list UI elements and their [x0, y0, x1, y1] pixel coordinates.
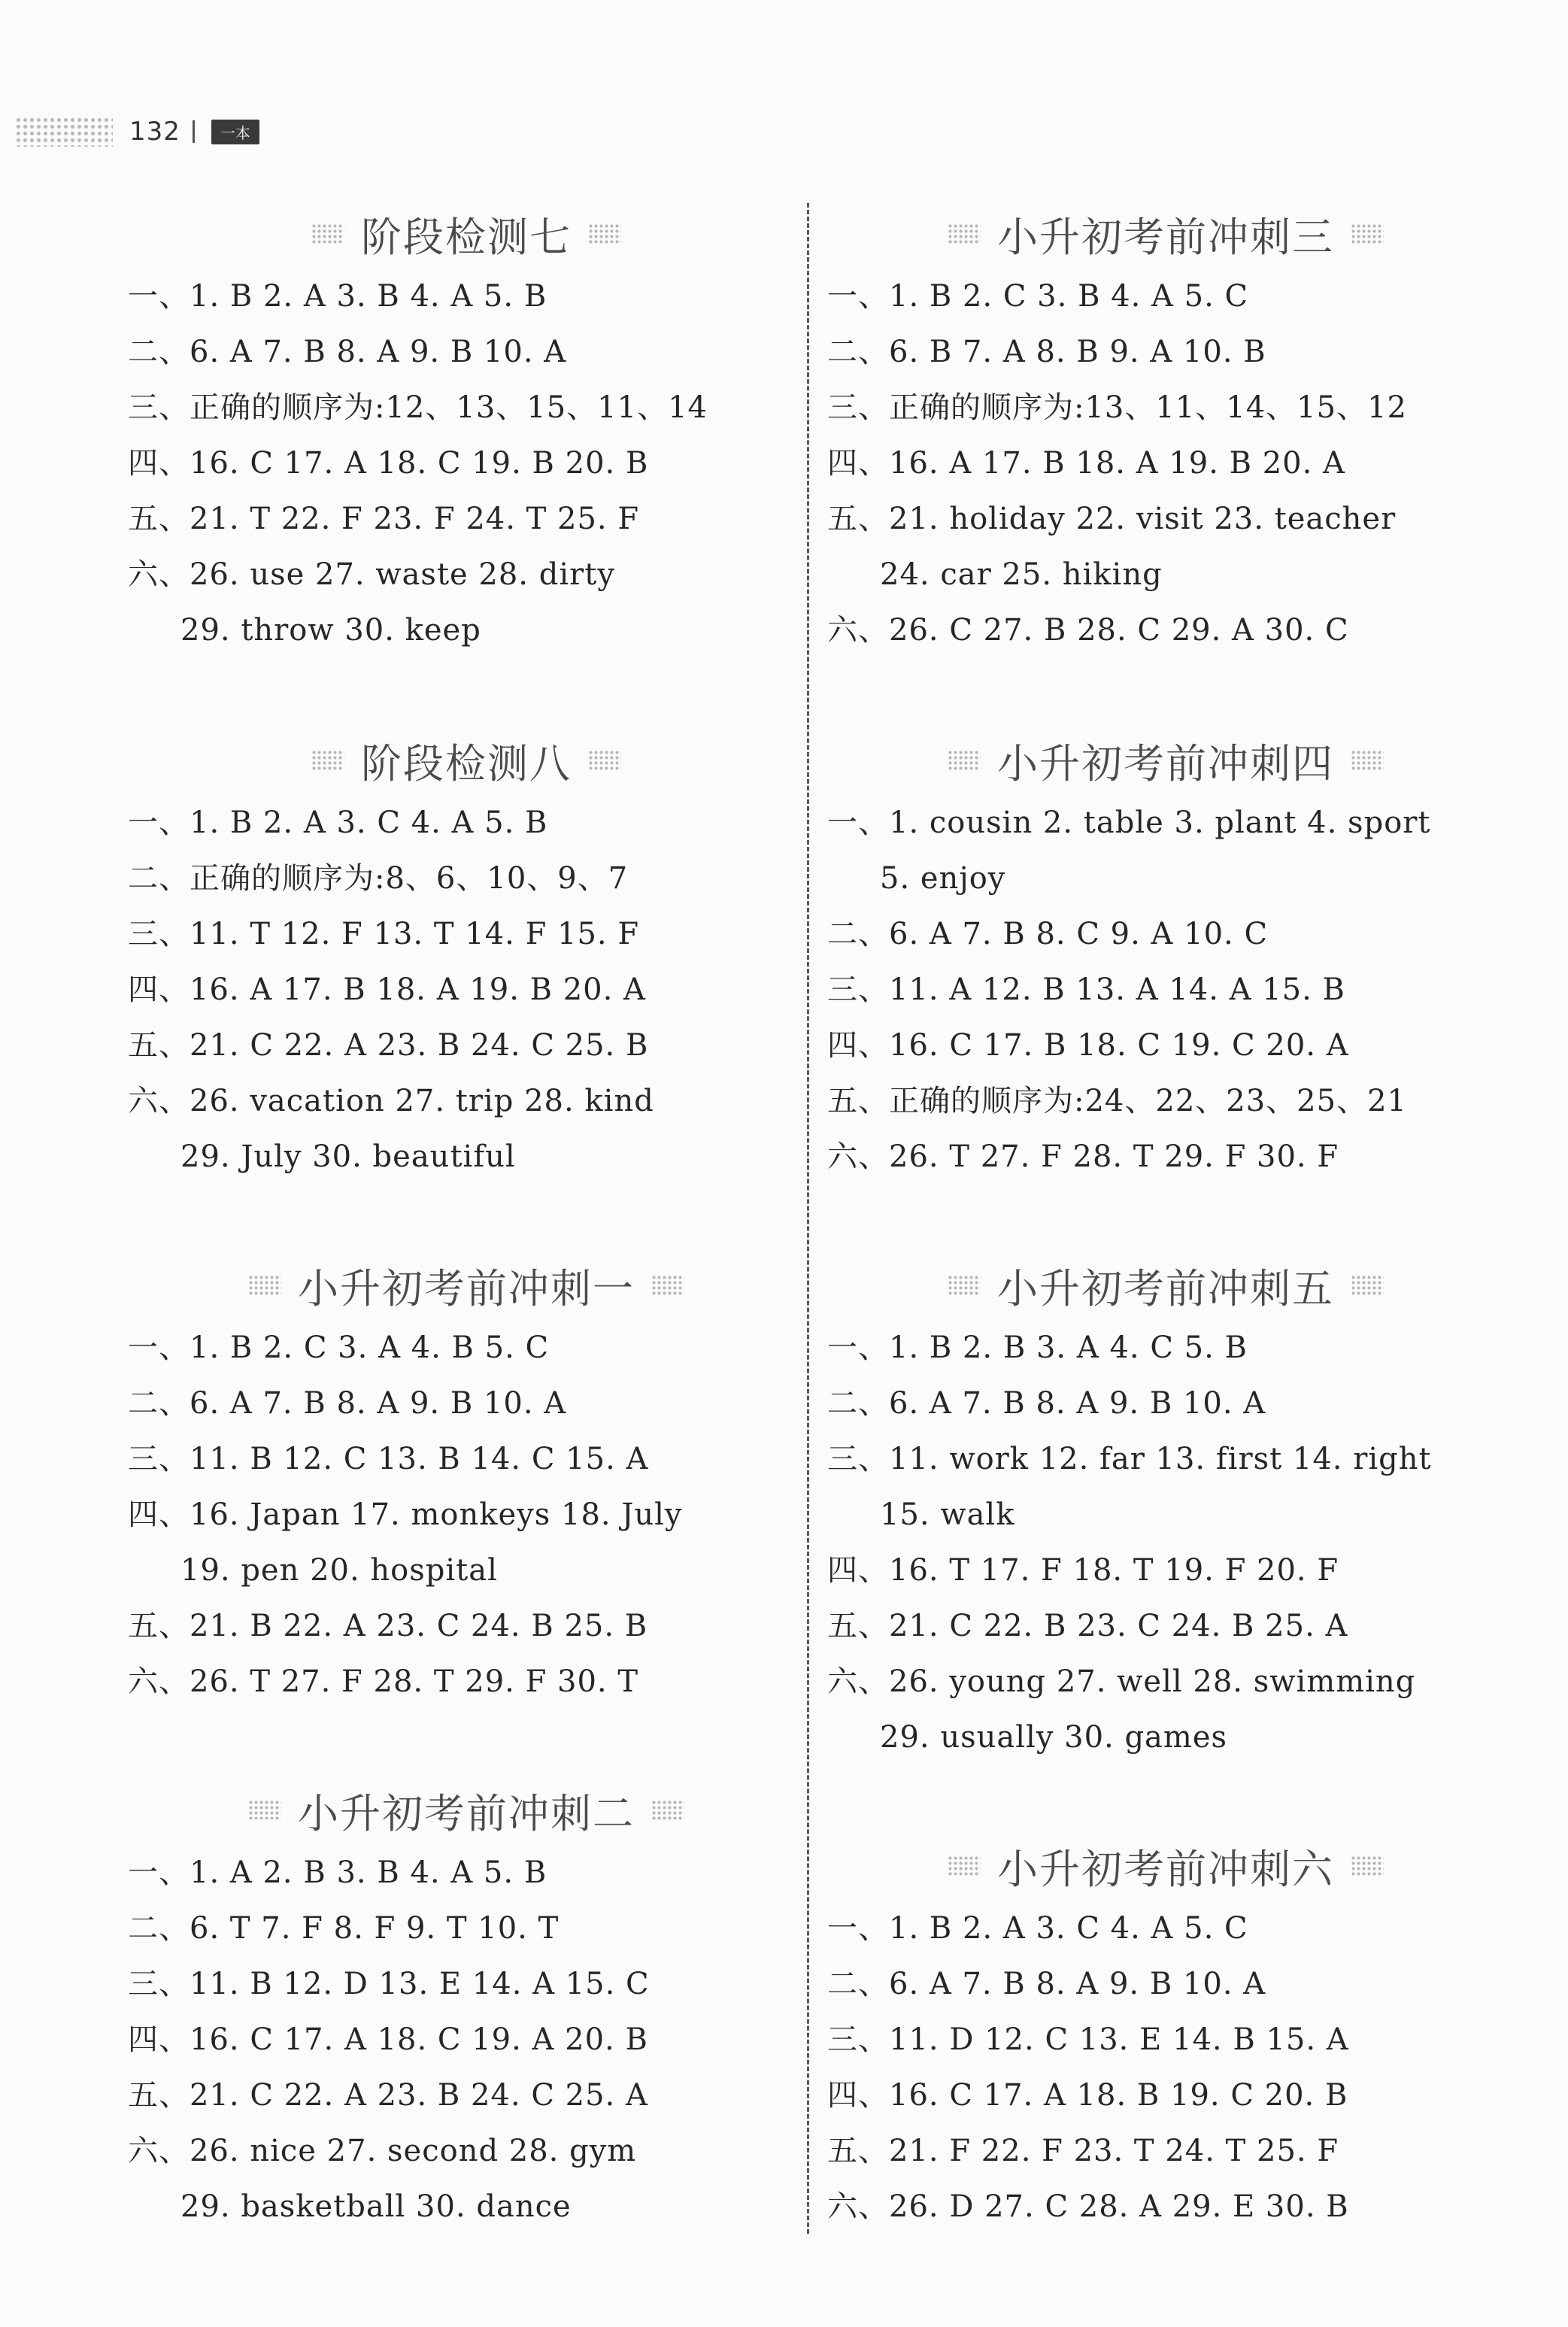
answer-lines — [128, 268, 805, 658]
section-title-text: 小升初考前冲刺三 — [997, 213, 1334, 261]
dot-decoration-icon — [948, 223, 981, 244]
section-title-text: 小升初考前冲刺六 — [997, 1845, 1334, 1893]
page-number: 132 — [129, 117, 180, 147]
answer-line: 二、6. B 7. A 8. B 9. A 10. B — [827, 335, 1266, 369]
answer-section — [827, 199, 1504, 658]
answer-line: 29. throw 30. keep — [180, 613, 481, 648]
answer-line: 19. pen 20. hospital — [180, 1553, 498, 1588]
answer-line: 四、16. C 17. B 18. C 19. C 20. A — [827, 1028, 1349, 1063]
section-title-text: 阶段检测七 — [361, 213, 572, 261]
answer-section — [128, 199, 805, 658]
brand-badge: 一本 — [211, 120, 259, 144]
dot-decoration-icon — [948, 1855, 981, 1876]
section-title-text: 小升初考前冲刺一 — [298, 1264, 635, 1312]
answer-lines — [128, 1845, 805, 2234]
dot-decoration-icon — [1351, 223, 1384, 244]
answer-line: 六、26. D 27. C 28. A 29. E 30. B — [827, 2189, 1349, 2224]
answer-section — [128, 726, 805, 1185]
answer-line: 二、6. A 7. B 8. C 9. A 10. C — [827, 917, 1269, 951]
dot-decoration-icon — [1351, 1855, 1384, 1876]
answer-section — [128, 1776, 805, 2234]
answer-line: 二、6. T 7. F 8. F 9. T 10. T — [128, 1911, 560, 1946]
section-title — [827, 1831, 1504, 1901]
answer-line: 三、正确的顺序为:12、13、15、11、14 — [128, 390, 708, 425]
dot-decoration-icon — [311, 223, 344, 244]
answer-line: 二、6. A 7. B 8. A 9. B 10. A — [128, 1386, 567, 1421]
answer-line: 二、6. A 7. B 8. A 9. B 10. A — [827, 1386, 1266, 1421]
answer-line: 五、21. F 22. F 23. T 24. T 25. F — [827, 2134, 1339, 2168]
answer-line: 一、1. B 2. B 3. A 4. C 5. B — [827, 1330, 1248, 1365]
dot-decoration-icon — [588, 750, 621, 771]
answer-line: 三、11. B 12. C 13. B 14. C 15. A — [128, 1442, 649, 1476]
answer-line: 一、1. cousin 2. table 3. plant 4. sport — [827, 806, 1431, 840]
answer-lines — [827, 1320, 1504, 1765]
answer-line: 三、11. D 12. C 13. E 14. B 15. A — [827, 2022, 1349, 2057]
answer-line: 15. walk — [880, 1497, 1015, 1532]
page-header — [15, 113, 259, 150]
answer-line: 四、16. C 17. A 18. C 19. B 20. B — [128, 446, 649, 481]
answer-line: 六、26. nice 27. second 28. gym — [128, 2134, 637, 2168]
answer-line: 三、11. work 12. far 13. first 14. right — [827, 1442, 1432, 1476]
dot-decoration-icon — [1351, 1275, 1384, 1296]
dot-decoration-icon — [248, 1275, 281, 1296]
answer-lines — [827, 1901, 1504, 2234]
dot-decoration-icon — [651, 1275, 684, 1296]
answer-line: 四、16. C 17. A 18. C 19. A 20. B — [128, 2022, 648, 2057]
answer-line: 三、11. A 12. B 13. A 14. A 15. B — [827, 972, 1345, 1007]
answer-section — [827, 1831, 1504, 2234]
answer-line: 一、1. B 2. A 3. C 4. A 5. C — [827, 1911, 1248, 1946]
answer-line: 一、1. B 2. C 3. B 4. A 5. C — [827, 279, 1249, 314]
answer-line: 五、21. B 22. A 23. C 24. B 25. B — [128, 1609, 648, 1643]
answer-line: 六、26. use 27. waste 28. dirty — [128, 557, 615, 592]
section-title — [128, 199, 805, 268]
answer-section — [128, 1251, 805, 1710]
answer-line: 六、26. T 27. F 28. T 29. F 30. F — [827, 1139, 1339, 1174]
answer-line: 四、16. Japan 17. monkeys 18. July — [128, 1497, 683, 1532]
answer-line: 三、正确的顺序为:13、11、14、15、12 — [827, 390, 1407, 425]
answer-line: 一、1. B 2. C 3. A 4. B 5. C — [128, 1330, 550, 1365]
answer-line: 六、26. C 27. B 28. C 29. A 30. C — [827, 613, 1349, 648]
answer-lines — [827, 795, 1504, 1185]
section-title-text: 阶段检测八 — [361, 739, 572, 787]
section-title — [827, 726, 1504, 795]
answer-line: 四、16. C 17. A 18. B 19. C 20. B — [827, 2078, 1348, 2113]
section-title-text: 小升初考前冲刺二 — [298, 1789, 635, 1837]
answer-line: 24. car 25. hiking — [880, 557, 1163, 592]
answer-lines — [827, 268, 1504, 658]
answer-line: 五、正确的顺序为:24、22、23、25、21 — [827, 1084, 1407, 1118]
answer-line: 四、16. A 17. B 18. A 19. B 20. A — [827, 446, 1345, 481]
answer-line: 一、1. B 2. A 3. C 4. A 5. B — [128, 806, 548, 840]
answer-line: 一、1. A 2. B 3. B 4. A 5. B — [128, 1855, 547, 1890]
answer-line: 三、11. T 12. F 13. T 14. F 15. F — [128, 917, 640, 951]
column-divider — [807, 203, 809, 2234]
answer-line: 五、21. C 22. A 23. B 24. C 25. B — [128, 1028, 649, 1063]
answer-lines — [128, 1320, 805, 1710]
dot-decoration-icon — [311, 750, 344, 771]
dot-decoration-icon — [948, 1275, 981, 1296]
section-title — [128, 1251, 805, 1320]
answer-line: 5. enjoy — [880, 861, 1006, 896]
dot-decoration-icon — [588, 223, 621, 244]
answer-section — [827, 1251, 1504, 1765]
answer-line: 29. usually 30. games — [880, 1720, 1228, 1755]
answer-line: 五、21. C 22. A 23. B 24. C 25. A — [128, 2078, 648, 2113]
answer-line: 五、21. holiday 22. visit 23. teacher — [827, 502, 1397, 536]
answer-line: 五、21. C 22. B 23. C 24. B 25. A — [827, 1609, 1348, 1643]
answer-line: 二、正确的顺序为:8、6、10、9、7 — [128, 861, 629, 896]
dot-pattern-decoration — [15, 117, 113, 147]
answer-line: 29. basketball 30. dance — [180, 2189, 572, 2224]
answer-line: 六、26. young 27. well 28. swimming — [827, 1664, 1416, 1699]
answer-line: 一、1. B 2. A 3. B 4. A 5. B — [128, 279, 547, 314]
dot-decoration-icon — [248, 1800, 281, 1821]
dot-decoration-icon — [948, 750, 981, 771]
answer-line: 三、11. B 12. D 13. E 14. A 15. C — [128, 1967, 650, 2001]
answer-line: 六、26. T 27. F 28. T 29. F 30. T — [128, 1664, 639, 1699]
answer-lines — [128, 795, 805, 1185]
answer-line: 五、21. T 22. F 23. F 24. T 25. F — [128, 502, 640, 536]
section-title — [827, 1251, 1504, 1320]
header-divider — [193, 120, 195, 143]
section-title-text: 小升初考前冲刺四 — [997, 739, 1334, 787]
answer-line: 29. July 30. beautiful — [180, 1139, 516, 1174]
section-title-text: 小升初考前冲刺五 — [997, 1264, 1334, 1312]
answer-line: 四、16. T 17. F 18. T 19. F 20. F — [827, 1553, 1339, 1588]
section-title — [128, 726, 805, 795]
answer-line: 二、6. A 7. B 8. A 9. B 10. A — [827, 1967, 1266, 2001]
answer-line: 六、26. vacation 27. trip 28. kind — [128, 1084, 654, 1118]
answer-line: 二、6. A 7. B 8. A 9. B 10. A — [128, 335, 567, 369]
dot-decoration-icon — [1351, 750, 1384, 771]
section-title — [128, 1776, 805, 1845]
section-title — [827, 199, 1504, 268]
answer-section — [827, 726, 1504, 1185]
answer-line: 四、16. A 17. B 18. A 19. B 20. A — [128, 972, 646, 1007]
dot-decoration-icon — [651, 1800, 684, 1821]
